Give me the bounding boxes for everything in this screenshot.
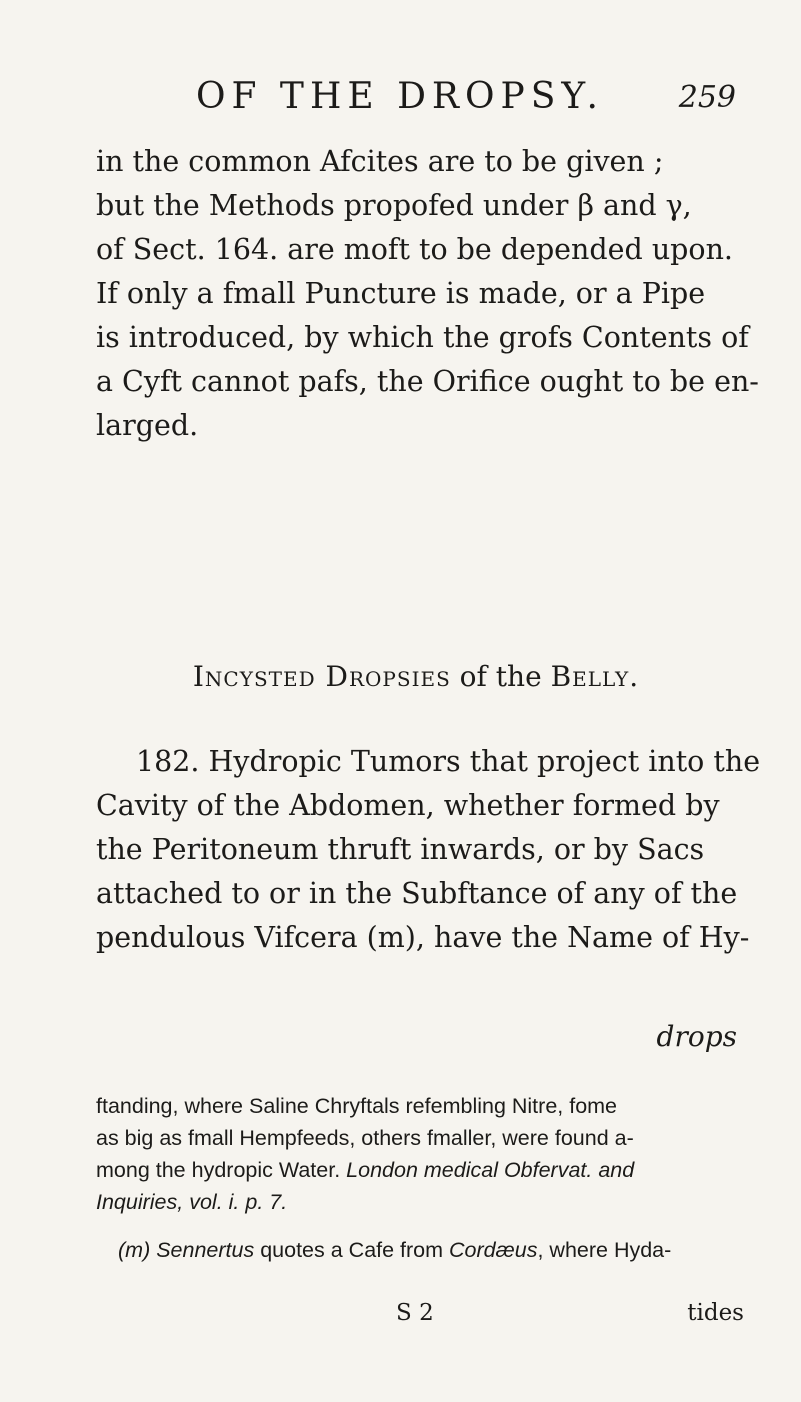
footnote-line (96, 1154, 744, 1186)
footnote-m (96, 1234, 744, 1266)
footnote-citation: London medical Obfervat. and (346, 1158, 635, 1182)
text-line: of Sect. 164. are moft to be depended upon. (96, 233, 733, 266)
paragraph-182 (96, 740, 761, 960)
page-header (96, 68, 736, 128)
footnote-line: ftanding, where Saline Chryftals refembling Nitre, fome (96, 1094, 618, 1118)
text-line: the Peritoneum thruft inwards, or by Sacs (96, 833, 705, 866)
text-line: larged. (96, 409, 199, 442)
text-line: a Cyft cannot pafs, the Orifice ought to be en- (96, 365, 759, 398)
footnote-text: mong the hydropic Water. (96, 1158, 341, 1182)
text-line: but the Methods propofed under β and γ, (96, 189, 692, 222)
text-line: If only a fmall Puncture is made, or a Pipe (96, 277, 706, 310)
heading-part: Incysted Dropsies (192, 660, 451, 693)
footnote-label: (m) (118, 1238, 151, 1262)
text-line: pendulous Vifcera (m), have the Name of Hy- (96, 921, 750, 954)
footnote-gap (96, 1218, 744, 1234)
text-line: 182. Hydropic Tumors that project into the (136, 745, 761, 778)
footnote-text: , where Hyda- (537, 1238, 672, 1262)
footnote-citation-line: Inquiries, vol. i. p. 7. (96, 1190, 288, 1214)
footnote-line: as big as fmall Hempfeeds, others fmaller, were found a- (96, 1126, 634, 1150)
page-number: 259 (678, 80, 736, 115)
heading-part: Belly. (550, 660, 640, 693)
catchword: drops (656, 1020, 737, 1053)
text-line: Cavity of the Abdomen, whether formed by (96, 789, 720, 822)
running-head: OF THE DROPSY. (196, 76, 604, 117)
heading-part: of the (450, 660, 551, 693)
paragraph-continuation (96, 140, 759, 448)
signature-mark: S 2 (396, 1300, 434, 1326)
text-line: is introduced, by which the grofs Contents of (96, 321, 749, 354)
text-line: in the common Afcites are to be given ; (96, 145, 664, 178)
section-heading (96, 660, 736, 693)
footer-catchword: tides (687, 1300, 744, 1326)
footnotes (96, 1090, 744, 1266)
footnote-author: Sennertus (156, 1238, 255, 1262)
footnote-source: Cordæus (449, 1238, 538, 1262)
footnote-text: quotes a Cafe from (254, 1238, 450, 1262)
text-line: attached to or in the Subftance of any of the (96, 877, 738, 910)
